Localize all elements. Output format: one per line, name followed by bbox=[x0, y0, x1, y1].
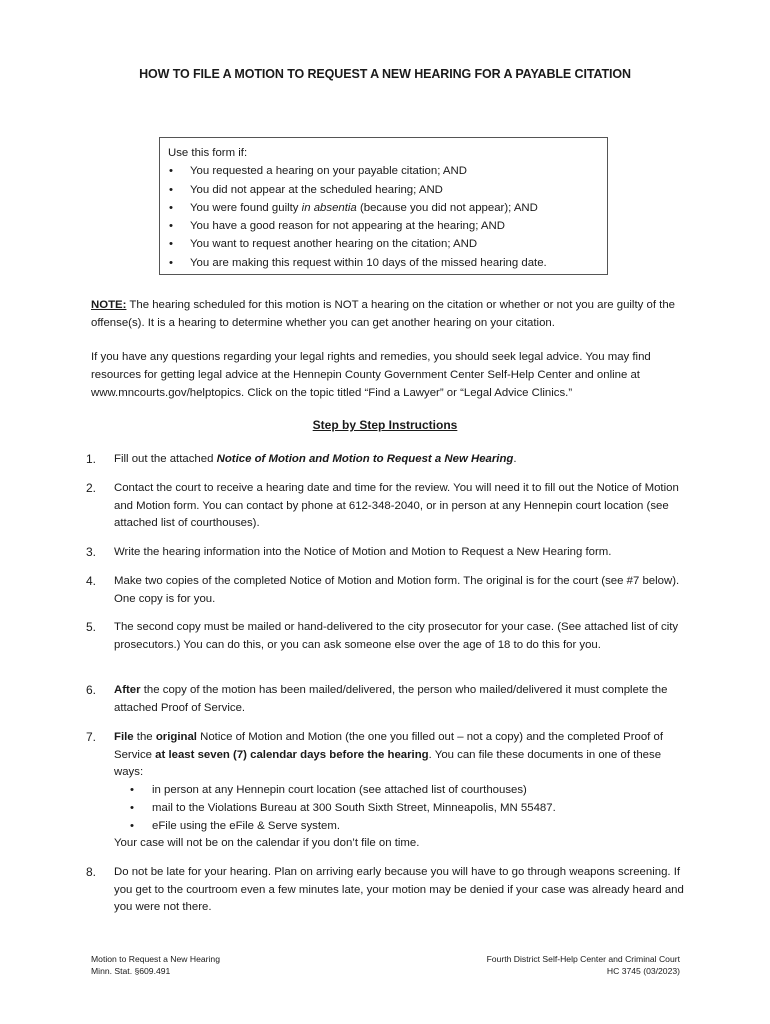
list-item: • You were found guilty in absentia (because you did not appear); AND bbox=[168, 199, 607, 217]
step-4: 4. Make two copies of the completed Notice of Motion and Motion form. The original is for the court (see #7 below). One copy is for you. bbox=[86, 574, 680, 605]
notice-of-motion-form-name: Notice of Motion and Motion to Request a New Hearing bbox=[216, 453, 514, 465]
step-number: 3. bbox=[86, 545, 97, 559]
eligibility-box bbox=[159, 137, 608, 275]
filing-methods-list bbox=[86, 782, 686, 835]
document-title: HOW TO FILE A MOTION TO REQUEST A NEW HEARING FOR A PAYABLE CITATION bbox=[139, 67, 631, 81]
footer-left: Motion to Request a New Hearing Minn. Stat. §609.491 bbox=[91, 954, 220, 976]
step-number: 8. bbox=[86, 865, 97, 879]
step-6: 6. After the copy of the motion has been mailed/delivered, the person who mailed/delivered it must complete the attached Proof of Service. bbox=[86, 683, 668, 714]
list-item: • You want to request another hearing on the citation; AND bbox=[168, 235, 607, 253]
eligibility-list bbox=[168, 162, 607, 272]
step-number: 6. bbox=[86, 683, 97, 697]
footer-right: Fourth District Self-Help Center and Criminal Court HC 3745 (03/2023) bbox=[486, 954, 680, 976]
step-3: 3. Write the hearing information into the Notice of Motion and Motion to Request a New Hearing form. bbox=[86, 544, 686, 562]
step-7: 7. File the original Notice of Motion and Motion (the one you filled out – not a copy) and the completed Proof of Service at least seven (7) calendar days before the hearing. You can file these documents in one of these ways: • in person at any Hennepin court location (see attached list of courthouses) • mail to the Violations Bureau at 300 South Sixth Street, Minneapolis, MN 55487. • eFile using the eFile & Serve system. Your case will not be on the calendar if you don’t file on time. bbox=[86, 729, 686, 853]
step-number: 7. bbox=[86, 730, 97, 744]
list-item: • You have a good reason for not appearing at the hearing; AND bbox=[168, 217, 607, 235]
note-text: The hearing scheduled for this motion is NOT a hearing on the citation or whether or not you are guilty of the offense(s). It is a hearing to determine whether you can get another hearing on your citation. bbox=[91, 299, 675, 329]
steps-heading: Step by Step Instructions bbox=[312, 418, 458, 432]
note-paragraph bbox=[91, 296, 691, 332]
step-number: 4. bbox=[86, 574, 97, 588]
filing-warning: Your case will not be on the calendar if you don’t file on time. bbox=[114, 837, 420, 850]
step-number: 5. bbox=[86, 620, 97, 634]
step-2: 2. Contact the court to receive a hearing date and time for the review. You will need it to fill out the Notice of Motion and Motion form. You can contact by phone at 612-348-2040, or in person at any Hennepin court location (see attached list of courthouses). bbox=[86, 481, 679, 530]
legal-advice-paragraph: If you have any questions regarding your legal rights and remedies, you should seek legal advice. You may find resources for getting legal advice at the Hennepin County Government Center Self-Help Center and online at www.mncourts.gov/helptopics. Click on the topic titled “Find a Lawyer” or “Legal Advice Clinics.” bbox=[91, 351, 651, 399]
in-absentia-text: in absentia bbox=[301, 201, 357, 214]
step-number: 1. bbox=[86, 452, 97, 466]
step-8: 8. Do not be late for your hearing. Plan on arriving early because you will have to go through weapons screening. If you get to the courtroom even a few minutes late, your motion may be denied if your case was already heard and you were not there. bbox=[86, 865, 684, 914]
filing-deadline: at least seven (7) calendar days before the hearing bbox=[155, 748, 429, 761]
note-label: NOTE: bbox=[91, 299, 127, 311]
list-item: • You are making this request within 10 days of the missed hearing date. bbox=[168, 254, 607, 272]
list-item: • eFile using the eFile & Serve system. bbox=[130, 818, 686, 836]
list-item: • You requested a hearing on your payable citation; AND bbox=[168, 162, 607, 180]
list-item: • in person at any Hennepin court location (see attached list of courthouses) bbox=[130, 782, 686, 800]
list-item: • You did not appear at the scheduled hearing; AND bbox=[168, 181, 607, 199]
step-number: 2. bbox=[86, 481, 97, 495]
eligibility-heading: Use this form if: bbox=[168, 147, 248, 159]
step-1: 1. Fill out the attached Notice of Motion and Motion to Request a New Hearing. bbox=[86, 451, 686, 469]
list-item: • mail to the Violations Bureau at 300 South Sixth Street, Minneapolis, MN 55487. bbox=[130, 800, 686, 818]
step-5: 5. The second copy must be mailed or hand-delivered to the city prosecutor for your case. (See attached list of city prosecutors.) You can do this, or you can ask someone else over the age of 18 to do this for you. bbox=[86, 620, 679, 651]
